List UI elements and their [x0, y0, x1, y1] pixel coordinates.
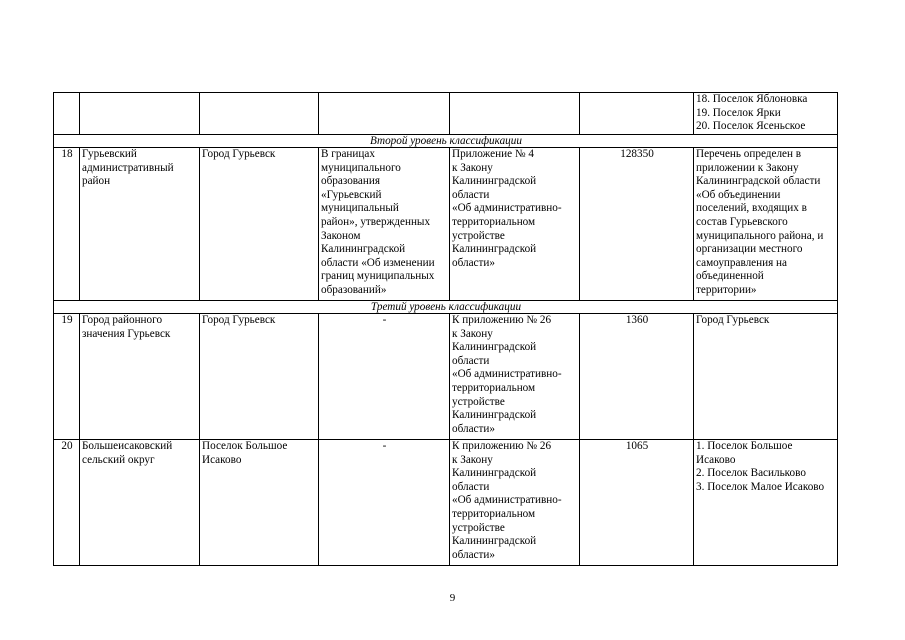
- classification-level-row: [54, 301, 838, 314]
- cell-num: 20: [54, 440, 80, 566]
- table-row: [54, 440, 838, 566]
- cell-area: 1065: [580, 440, 694, 566]
- cell-settlements-list: 18. Поселок Яблоновка 19. Поселок Ярки 20. Поселок Ясеньское: [694, 93, 838, 135]
- cell-boundaries: -: [319, 314, 450, 440]
- cell-name: Гурьевский административный район: [80, 148, 200, 301]
- cell-boundaries: -: [319, 440, 450, 566]
- cell-boundaries: [319, 93, 450, 135]
- cell-settlements-list: Перечень определен в приложении к Закону Калининградской области «Об объединении поселений, входящих в состав Гурьевского муниципального района, и организации местного самоуправления на объединенной территории»: [694, 148, 838, 301]
- cell-num: 19: [54, 314, 80, 440]
- classification-level-row: [54, 135, 838, 148]
- table-row: [54, 314, 838, 440]
- cell-name: Город районного значения Гурьевск: [80, 314, 200, 440]
- cell-area: 1360: [580, 314, 694, 440]
- cell-settlements-list: 1. Поселок Большое Исаково 2. Поселок Васильково 3. Поселок Малое Исаково: [694, 440, 838, 566]
- cell-appendix: Приложение № 4 к Закону Калининградской области «Об административно- территориальном устройстве Калининградской области»: [450, 148, 580, 301]
- cell-settlements-list: Город Гурьевск: [694, 314, 838, 440]
- cell-center: [200, 93, 319, 135]
- cell-name: [80, 93, 200, 135]
- level-heading: Третий уровень классификации: [54, 301, 838, 314]
- cell-num: 18: [54, 148, 80, 301]
- cell-center: Город Гурьевск: [200, 314, 319, 440]
- table-row: [54, 93, 838, 135]
- cell-area: 128350: [580, 148, 694, 301]
- cell-num: [54, 93, 80, 135]
- cell-appendix: К приложению № 26 к Закону Калининградской области «Об административно- территориальном устройстве Калининградской области»: [450, 314, 580, 440]
- cell-center: Город Гурьевск: [200, 148, 319, 301]
- cell-center: Поселок Большое Исаково: [200, 440, 319, 566]
- cell-appendix: [450, 93, 580, 135]
- cell-name: Большеисаковский сельский округ: [80, 440, 200, 566]
- level-heading: Второй уровень классификации: [54, 135, 838, 148]
- classification-table: [53, 92, 838, 566]
- cell-boundaries: В границах муниципального образования «Гурьевский муниципальный район», утвержденных Законом Калининградской области «Об изменении границ муниципальных образований»: [319, 148, 450, 301]
- cell-area: [580, 93, 694, 135]
- table-row: [54, 148, 838, 301]
- cell-appendix: К приложению № 26 к Закону Калининградской области «Об административно- территориальном устройстве Калининградской области»: [450, 440, 580, 566]
- page-number: 9: [449, 592, 456, 604]
